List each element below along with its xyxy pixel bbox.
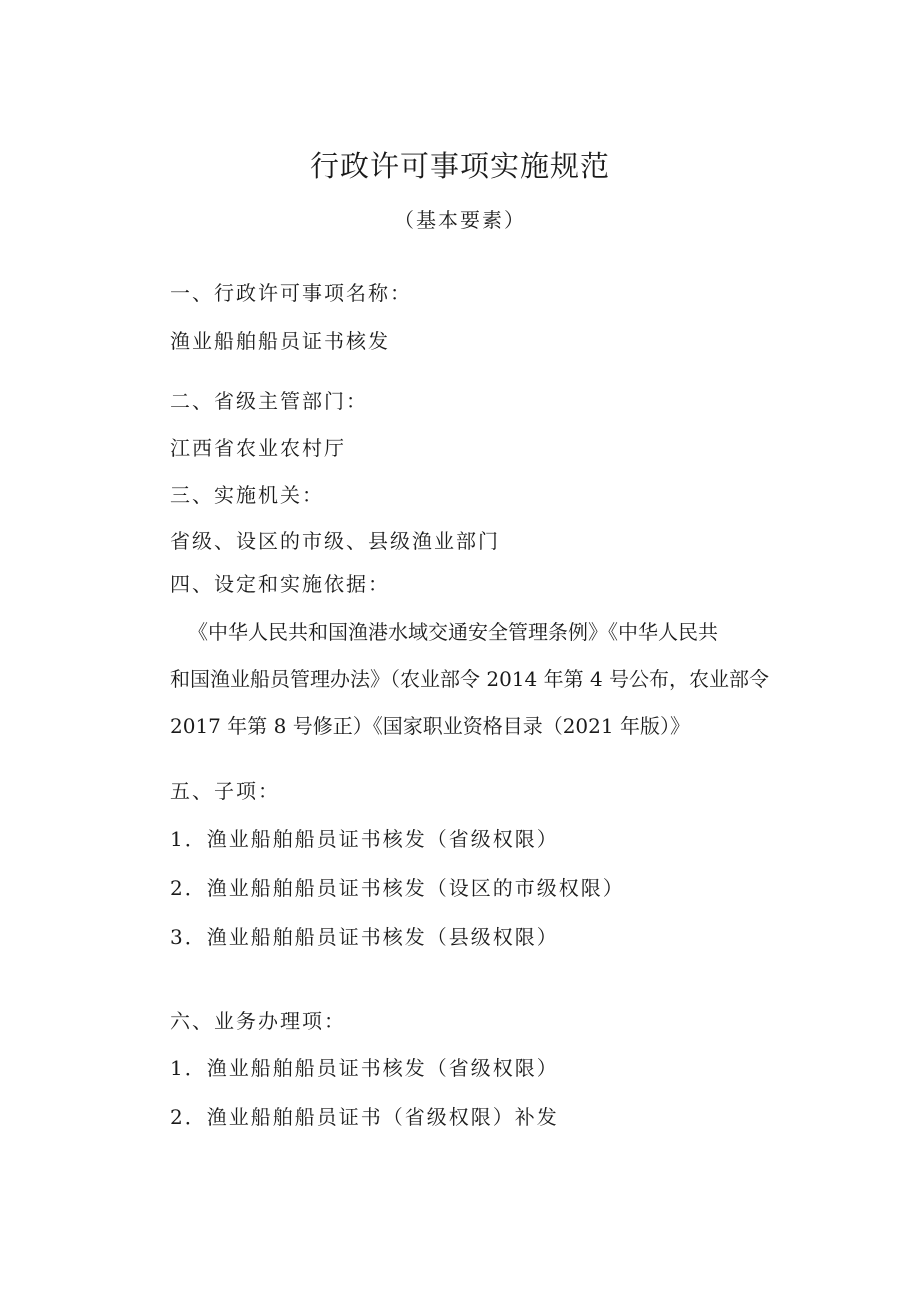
section-5-heading: 五、子项： [170,779,280,803]
section-3-heading: 三、实施机关： [170,483,324,507]
section-2-heading: 二、省级主管部门： [170,389,368,413]
section-1-heading: 一、行政许可事项名称： [170,281,412,305]
section-6-item-2: 2．渔业船舶船员证书（省级权限）补发 [170,1105,559,1129]
section-5-item-3: 3．渔业船舶船员证书核发（县级权限） [170,925,559,949]
section-5-item-1: 1．渔业船舶船员证书核发（省级权限） [170,827,559,851]
basis-line-1: 《中华人民共和国渔港水域交通安全管理条例》《中华人民共 [188,620,718,644]
document-subtitle: （基本要素） [394,208,526,232]
section-2-value: 江西省农业农村厅 [170,436,346,460]
basis-line-3: 2017 年第 8 号修正）《国家职业资格目录（2021 年版）》 [170,714,690,738]
section-3-value: 省级、设区的市级、县级渔业部门 [170,529,500,553]
section-1-value: 渔业船舶船员证书核发 [170,329,390,353]
section-4-heading: 四、设定和实施依据： [170,572,390,596]
section-4-basis-paragraph [170,617,810,758]
section-5-item-2: 2．渔业船舶船员证书核发（设区的市级权限） [170,876,625,900]
document-title: 行政许可事项实施规范 [309,149,610,183]
basis-line-2: 和国渔业船员管理办法》（农业部令 2014 年第 4 号公布，农业部令 [170,667,770,691]
section-6-heading: 六、业务办理项： [170,1009,346,1033]
section-6-item-1: 1．渔业船舶船员证书核发（省级权限） [170,1056,559,1080]
